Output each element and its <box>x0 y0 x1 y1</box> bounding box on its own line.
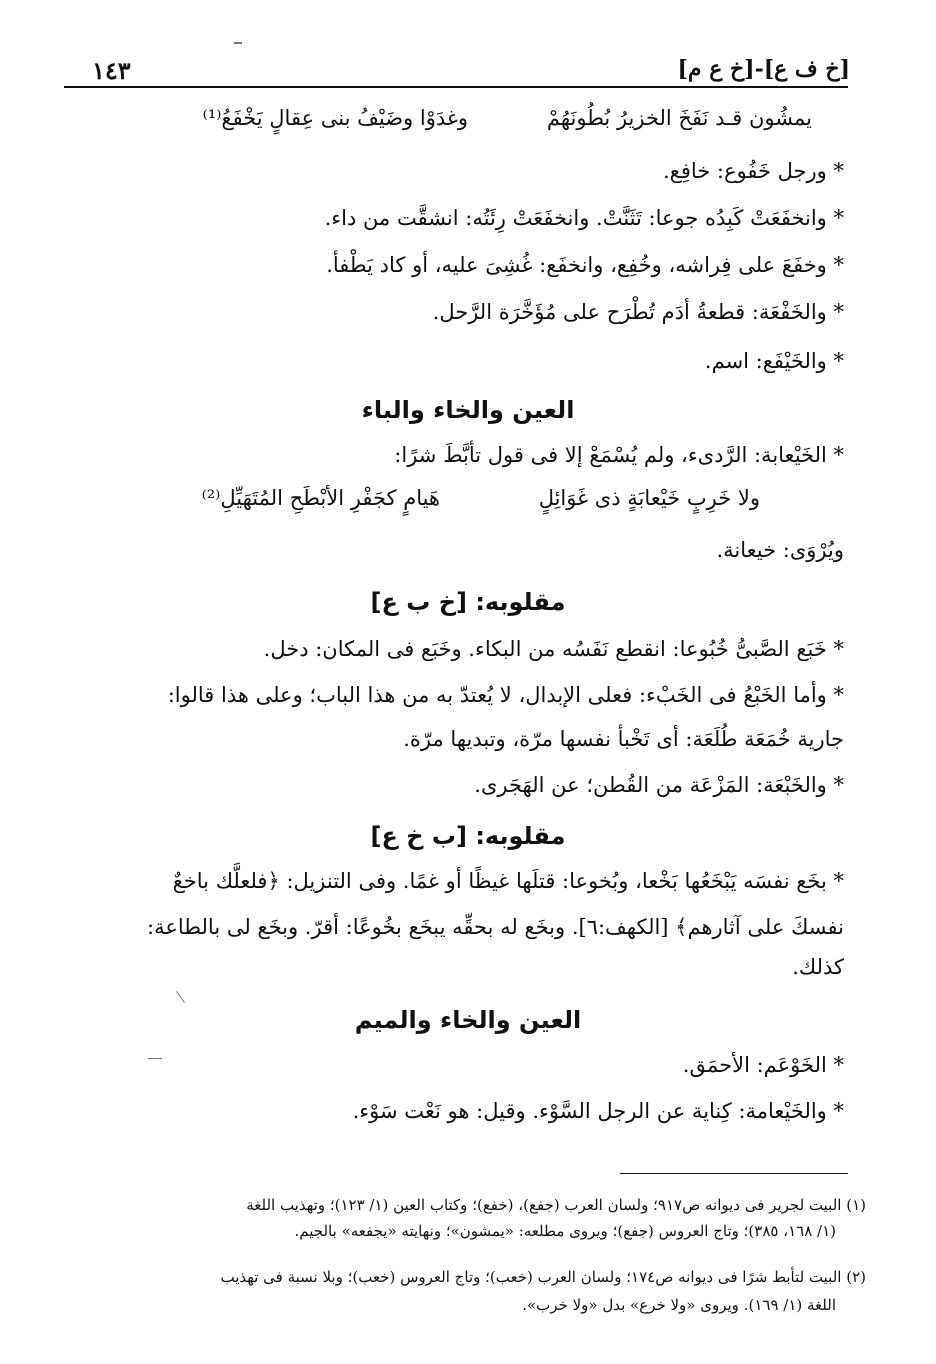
footnote-line: اللغة (١/ ١٦٩). ويروى «ولا خرع» بدل «ولا خرب». <box>522 1296 836 1314</box>
header-rule <box>64 86 848 88</box>
entry-line: * ورجل خَفُوع: خافِع. <box>662 159 844 183</box>
scan-speck <box>234 42 242 44</box>
footnote-line: (١) البيت لجرير فى ديوانه ص٩١٧؛ ولسان العرب (جفع)، (خفع)؛ وكتاب العين (١/ ١٢٣)؛ وتهذيب اللغة <box>246 1196 866 1214</box>
page-number: ١٤٣ <box>92 56 131 85</box>
verse2-second-hemistich: هَيامٍ كجَفْرِ الأبْطَحِ المُتَهَيِّلِ⁽²⁾ <box>201 486 440 510</box>
entry-line: * الخَوْعَم: الأحمَق. <box>682 1053 844 1077</box>
entry-line: * وأما الخَبْعُ فى الخَبْء: فعلى الإبدال، لا يُعتدّ به من هذا الباب؛ وعلى هذا قالوا: <box>167 683 844 707</box>
entry-line: * والخَيْفَع: اسم. <box>704 349 844 373</box>
entry-line: جارية خُمَعَة طُلَعَة: أى تَخْبأ نفسها مرّة، وتبديها مرّة. <box>403 727 844 751</box>
section-heading: مقلوبه: [ب خ ع] <box>370 822 566 850</box>
root-key-header: [خ ف ع]-[خ ع م] <box>677 56 850 82</box>
entry-line: * والخَبْعَة: المَزْعَة من القُطن؛ عن الهَجَرى. <box>474 773 844 797</box>
scan-speck <box>148 1058 162 1059</box>
entry-line: * بخَع نفسَه يَبْخَعُها بَخْعا، وبُخوعا: قتلَها غيظًا أو غمًا. وفى التنزيل: ﴿فلعلَّك باخعٌ <box>172 869 844 893</box>
entry-line: نفسكَ على آثارهم﴾ [الكهف:٦]. وبخَع له بحقِّه يبخَع بخُوعًا: أقرّ. وبخَع لى بالطاعة: <box>147 915 844 939</box>
section-heading: مقلوبه: [خ ب ع] <box>370 588 566 616</box>
verse2-first-hemistich: ولا خَرِبٍ خَيْعابَةٍ ذى غَوَائِلٍ <box>538 486 760 510</box>
footnote-rule <box>620 1173 848 1174</box>
entry-line: * والخَفْعَة: قطعةُ أدَم تُطْرَح على مُؤَخَّرَة الرَّحل. <box>432 300 844 324</box>
entry-line: * خَبَع الصَّبىُّ خُبُوعا: انقطع نَفَسُه من البكاء. وخَبَع فى المكان: دخل. <box>263 637 844 661</box>
footnote-line: (١/ ١٦٨، ٣٨٥)؛ وتاج العروس (جفع)؛ ويروى مطلعه: «يمشون»؛ ونهايته «يجفعه» بالجيم. <box>294 1222 836 1240</box>
entry-line: كذلك. <box>792 955 844 979</box>
entry-line: * والخَيْعامة: كِناية عن الرجل السَّوْء. وقيل: هو نَعْت سَوْء. <box>352 1099 844 1123</box>
entry-line: * الخَيْعابة: الرَّدىء، ولم يُسْمَعْ إلا فى قول تأبَّطَ شرًا: <box>394 443 844 467</box>
entry-line: * وخفَعَ على فِراشه، وخُفِع، وانخفَع: غُشِىَ عليه، أو كاد يَطْفأ. <box>326 253 844 277</box>
entry-line: ويُرْوَى: خيعانة. <box>716 538 844 562</box>
footnote-line: (٢) البيت لتأبط شرًا فى ديوانه ص١٧٤؛ ولسان العرب (خعب)؛ وتاج العروس (خعب)؛ وبلا نسبة فى تهذيب <box>220 1268 866 1286</box>
scan-speck <box>176 991 185 1003</box>
section-heading: العين والخاء والميم <box>354 1006 582 1034</box>
section-heading: العين والخاء والباء <box>361 396 575 424</box>
verse1-first-hemistich: يمشُون قـد نَفَخَ الخزيرُ بُطُونَهُمْ <box>546 106 812 130</box>
verse1-second-hemistich: وغدَوْا وضَيْفُ بنى عِقالٍ يَخْفَعُ⁽¹⁾ <box>202 106 468 130</box>
entry-line: * وانخفَعَتْ كَبِدُه جوعا: تَثَنَّتْ. وانخفَعَتْ رِئَتُه: انشقَّت من داء. <box>324 206 844 230</box>
